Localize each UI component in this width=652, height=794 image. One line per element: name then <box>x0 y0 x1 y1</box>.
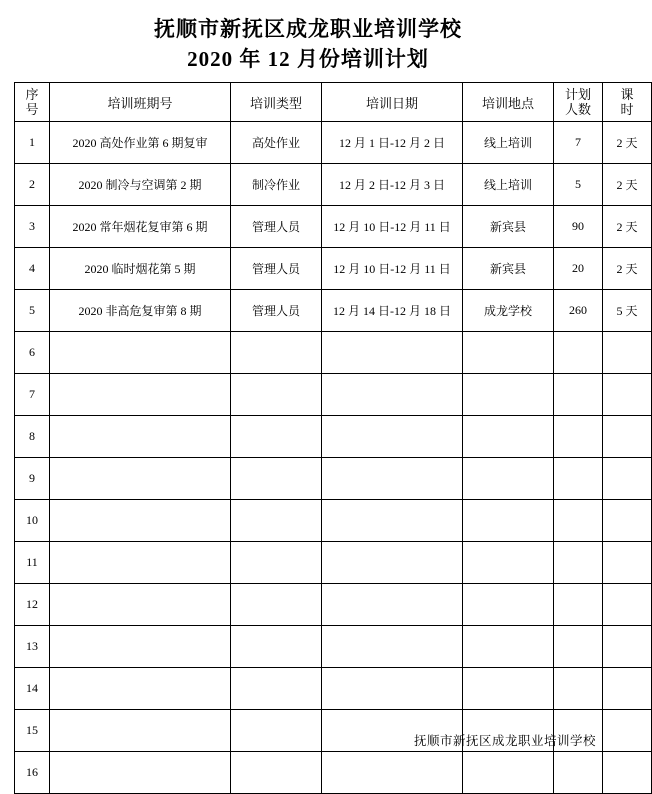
cell-class-no <box>50 584 231 626</box>
cell-date: 12 月 1 日-12 月 2 日 <box>322 122 463 164</box>
cell-count <box>554 374 603 416</box>
cell-date: 12 月 14 日-12 月 18 日 <box>322 290 463 332</box>
cell-class-no <box>50 668 231 710</box>
column-header-seq-line1: 序 <box>25 87 39 102</box>
table-row <box>15 752 652 794</box>
cell-hours <box>603 332 652 374</box>
table-row <box>15 248 652 290</box>
cell-count <box>554 584 603 626</box>
cell-date: 12 月 2 日-12 月 3 日 <box>322 164 463 206</box>
cell-type: 制冷作业 <box>231 164 322 206</box>
cell-type: 管理人员 <box>231 206 322 248</box>
cell-count <box>554 458 603 500</box>
column-header-seq-line2: 号 <box>25 102 39 117</box>
cell-place: 新宾县 <box>463 248 554 290</box>
table-row <box>15 332 652 374</box>
table-row <box>15 500 652 542</box>
title-line-plan: 2020 年 12 月份培训计划 <box>187 47 429 71</box>
cell-count <box>554 500 603 542</box>
table-row <box>15 164 652 206</box>
table-row <box>15 626 652 668</box>
cell-place <box>463 542 554 584</box>
cell-hours: 5 天 <box>603 290 652 332</box>
cell-count: 90 <box>554 206 603 248</box>
cell-class-no: 2020 非高危复审第 8 期 <box>50 290 231 332</box>
cell-type: 管理人员 <box>231 248 322 290</box>
column-header-class-no: 培训班期号 <box>50 83 231 122</box>
cell-date: 12 月 10 日-12 月 11 日 <box>322 206 463 248</box>
table-row <box>15 668 652 710</box>
cell-seq: 9 <box>15 458 50 500</box>
cell-class-no <box>50 542 231 584</box>
cell-count <box>554 668 603 710</box>
cell-class-no <box>50 626 231 668</box>
cell-place <box>463 500 554 542</box>
cell-date <box>322 626 463 668</box>
column-header-place: 培训地点 <box>463 83 554 122</box>
cell-seq: 16 <box>15 752 50 794</box>
column-header-hours <box>603 83 652 122</box>
cell-hours <box>603 542 652 584</box>
cell-type <box>231 542 322 584</box>
column-header-date: 培训日期 <box>322 83 463 122</box>
cell-type <box>231 332 322 374</box>
column-header-type: 培训类型 <box>231 83 322 122</box>
cell-class-no <box>50 458 231 500</box>
table-row <box>15 458 652 500</box>
cell-seq: 7 <box>15 374 50 416</box>
cell-place: 线上培训 <box>463 122 554 164</box>
cell-hours <box>603 416 652 458</box>
table-row <box>15 542 652 584</box>
cell-type: 管理人员 <box>231 290 322 332</box>
cell-place <box>463 584 554 626</box>
cell-date <box>322 332 463 374</box>
cell-date <box>322 542 463 584</box>
table-row <box>15 290 652 332</box>
table-row <box>15 206 652 248</box>
cell-seq: 14 <box>15 668 50 710</box>
cell-class-no: 2020 高处作业第 6 期复审 <box>50 122 231 164</box>
cell-type <box>231 668 322 710</box>
cell-hours <box>603 500 652 542</box>
cell-place: 新宾县 <box>463 206 554 248</box>
cell-date <box>322 584 463 626</box>
column-header-count-line2: 人数 <box>564 102 591 117</box>
cell-hours <box>603 752 652 794</box>
cell-type <box>231 458 322 500</box>
cell-place <box>463 416 554 458</box>
cell-hours <box>603 668 652 710</box>
cell-seq: 3 <box>15 206 50 248</box>
cell-date <box>322 752 463 794</box>
cell-count: 5 <box>554 164 603 206</box>
cell-class-no <box>50 332 231 374</box>
cell-count <box>554 542 603 584</box>
cell-type <box>231 500 322 542</box>
cell-seq: 10 <box>15 500 50 542</box>
cell-place <box>463 626 554 668</box>
cell-class-no <box>50 710 231 752</box>
cell-place: 线上培训 <box>463 164 554 206</box>
page-title <box>14 14 602 74</box>
table-row <box>15 374 652 416</box>
cell-hours <box>603 374 652 416</box>
cell-count: 20 <box>554 248 603 290</box>
cell-date <box>322 374 463 416</box>
cell-date <box>322 500 463 542</box>
cell-count <box>554 752 603 794</box>
cell-place <box>463 374 554 416</box>
cell-count <box>554 332 603 374</box>
title-line-school: 抚顺市新抚区成龙职业培训学校 <box>154 17 462 41</box>
column-header-count-line1: 计划 <box>564 87 591 102</box>
cell-seq: 1 <box>15 122 50 164</box>
table-header-row <box>15 83 652 122</box>
cell-seq: 6 <box>15 332 50 374</box>
cell-type: 高处作业 <box>231 122 322 164</box>
column-header-hours-line2: 时 <box>620 102 634 117</box>
cell-seq: 5 <box>15 290 50 332</box>
cell-place: 成龙学校 <box>463 290 554 332</box>
cell-place <box>463 458 554 500</box>
cell-date <box>322 458 463 500</box>
cell-place <box>463 332 554 374</box>
cell-class-no: 2020 制冷与空调第 2 期 <box>50 164 231 206</box>
cell-hours <box>603 584 652 626</box>
column-header-count <box>554 83 603 122</box>
cell-date <box>322 416 463 458</box>
cell-seq: 11 <box>15 542 50 584</box>
cell-date <box>322 668 463 710</box>
cell-place <box>463 752 554 794</box>
document-footer: 抚顺市新抚区成龙职业培训学校 <box>413 734 596 748</box>
cell-seq: 8 <box>15 416 50 458</box>
cell-type <box>231 752 322 794</box>
cell-type <box>231 710 322 752</box>
cell-seq: 15 <box>15 710 50 752</box>
cell-hours: 2 天 <box>603 248 652 290</box>
cell-class-no: 2020 临时烟花第 5 期 <box>50 248 231 290</box>
training-plan-table <box>14 82 652 794</box>
cell-hours <box>603 626 652 668</box>
cell-date: 12 月 10 日-12 月 11 日 <box>322 248 463 290</box>
cell-count: 260 <box>554 290 603 332</box>
table-body <box>15 122 652 794</box>
cell-seq: 13 <box>15 626 50 668</box>
cell-type <box>231 416 322 458</box>
cell-place <box>463 668 554 710</box>
cell-type <box>231 584 322 626</box>
cell-class-no <box>50 416 231 458</box>
column-header-hours-line1: 课 <box>620 87 634 102</box>
cell-type <box>231 374 322 416</box>
cell-count <box>554 626 603 668</box>
cell-hours: 2 天 <box>603 164 652 206</box>
cell-class-no <box>50 500 231 542</box>
cell-seq: 2 <box>15 164 50 206</box>
table-header <box>15 83 652 122</box>
cell-type <box>231 626 322 668</box>
cell-hours <box>603 710 652 752</box>
cell-class-no <box>50 752 231 794</box>
cell-class-no: 2020 常年烟花复审第 6 期 <box>50 206 231 248</box>
column-header-seq <box>15 83 50 122</box>
table-row <box>15 584 652 626</box>
cell-seq: 12 <box>15 584 50 626</box>
cell-class-no <box>50 374 231 416</box>
cell-hours: 2 天 <box>603 122 652 164</box>
cell-count <box>554 416 603 458</box>
cell-hours: 2 天 <box>603 206 652 248</box>
table-row <box>15 122 652 164</box>
table-row <box>15 416 652 458</box>
cell-count: 7 <box>554 122 603 164</box>
cell-hours <box>603 458 652 500</box>
cell-seq: 4 <box>15 248 50 290</box>
